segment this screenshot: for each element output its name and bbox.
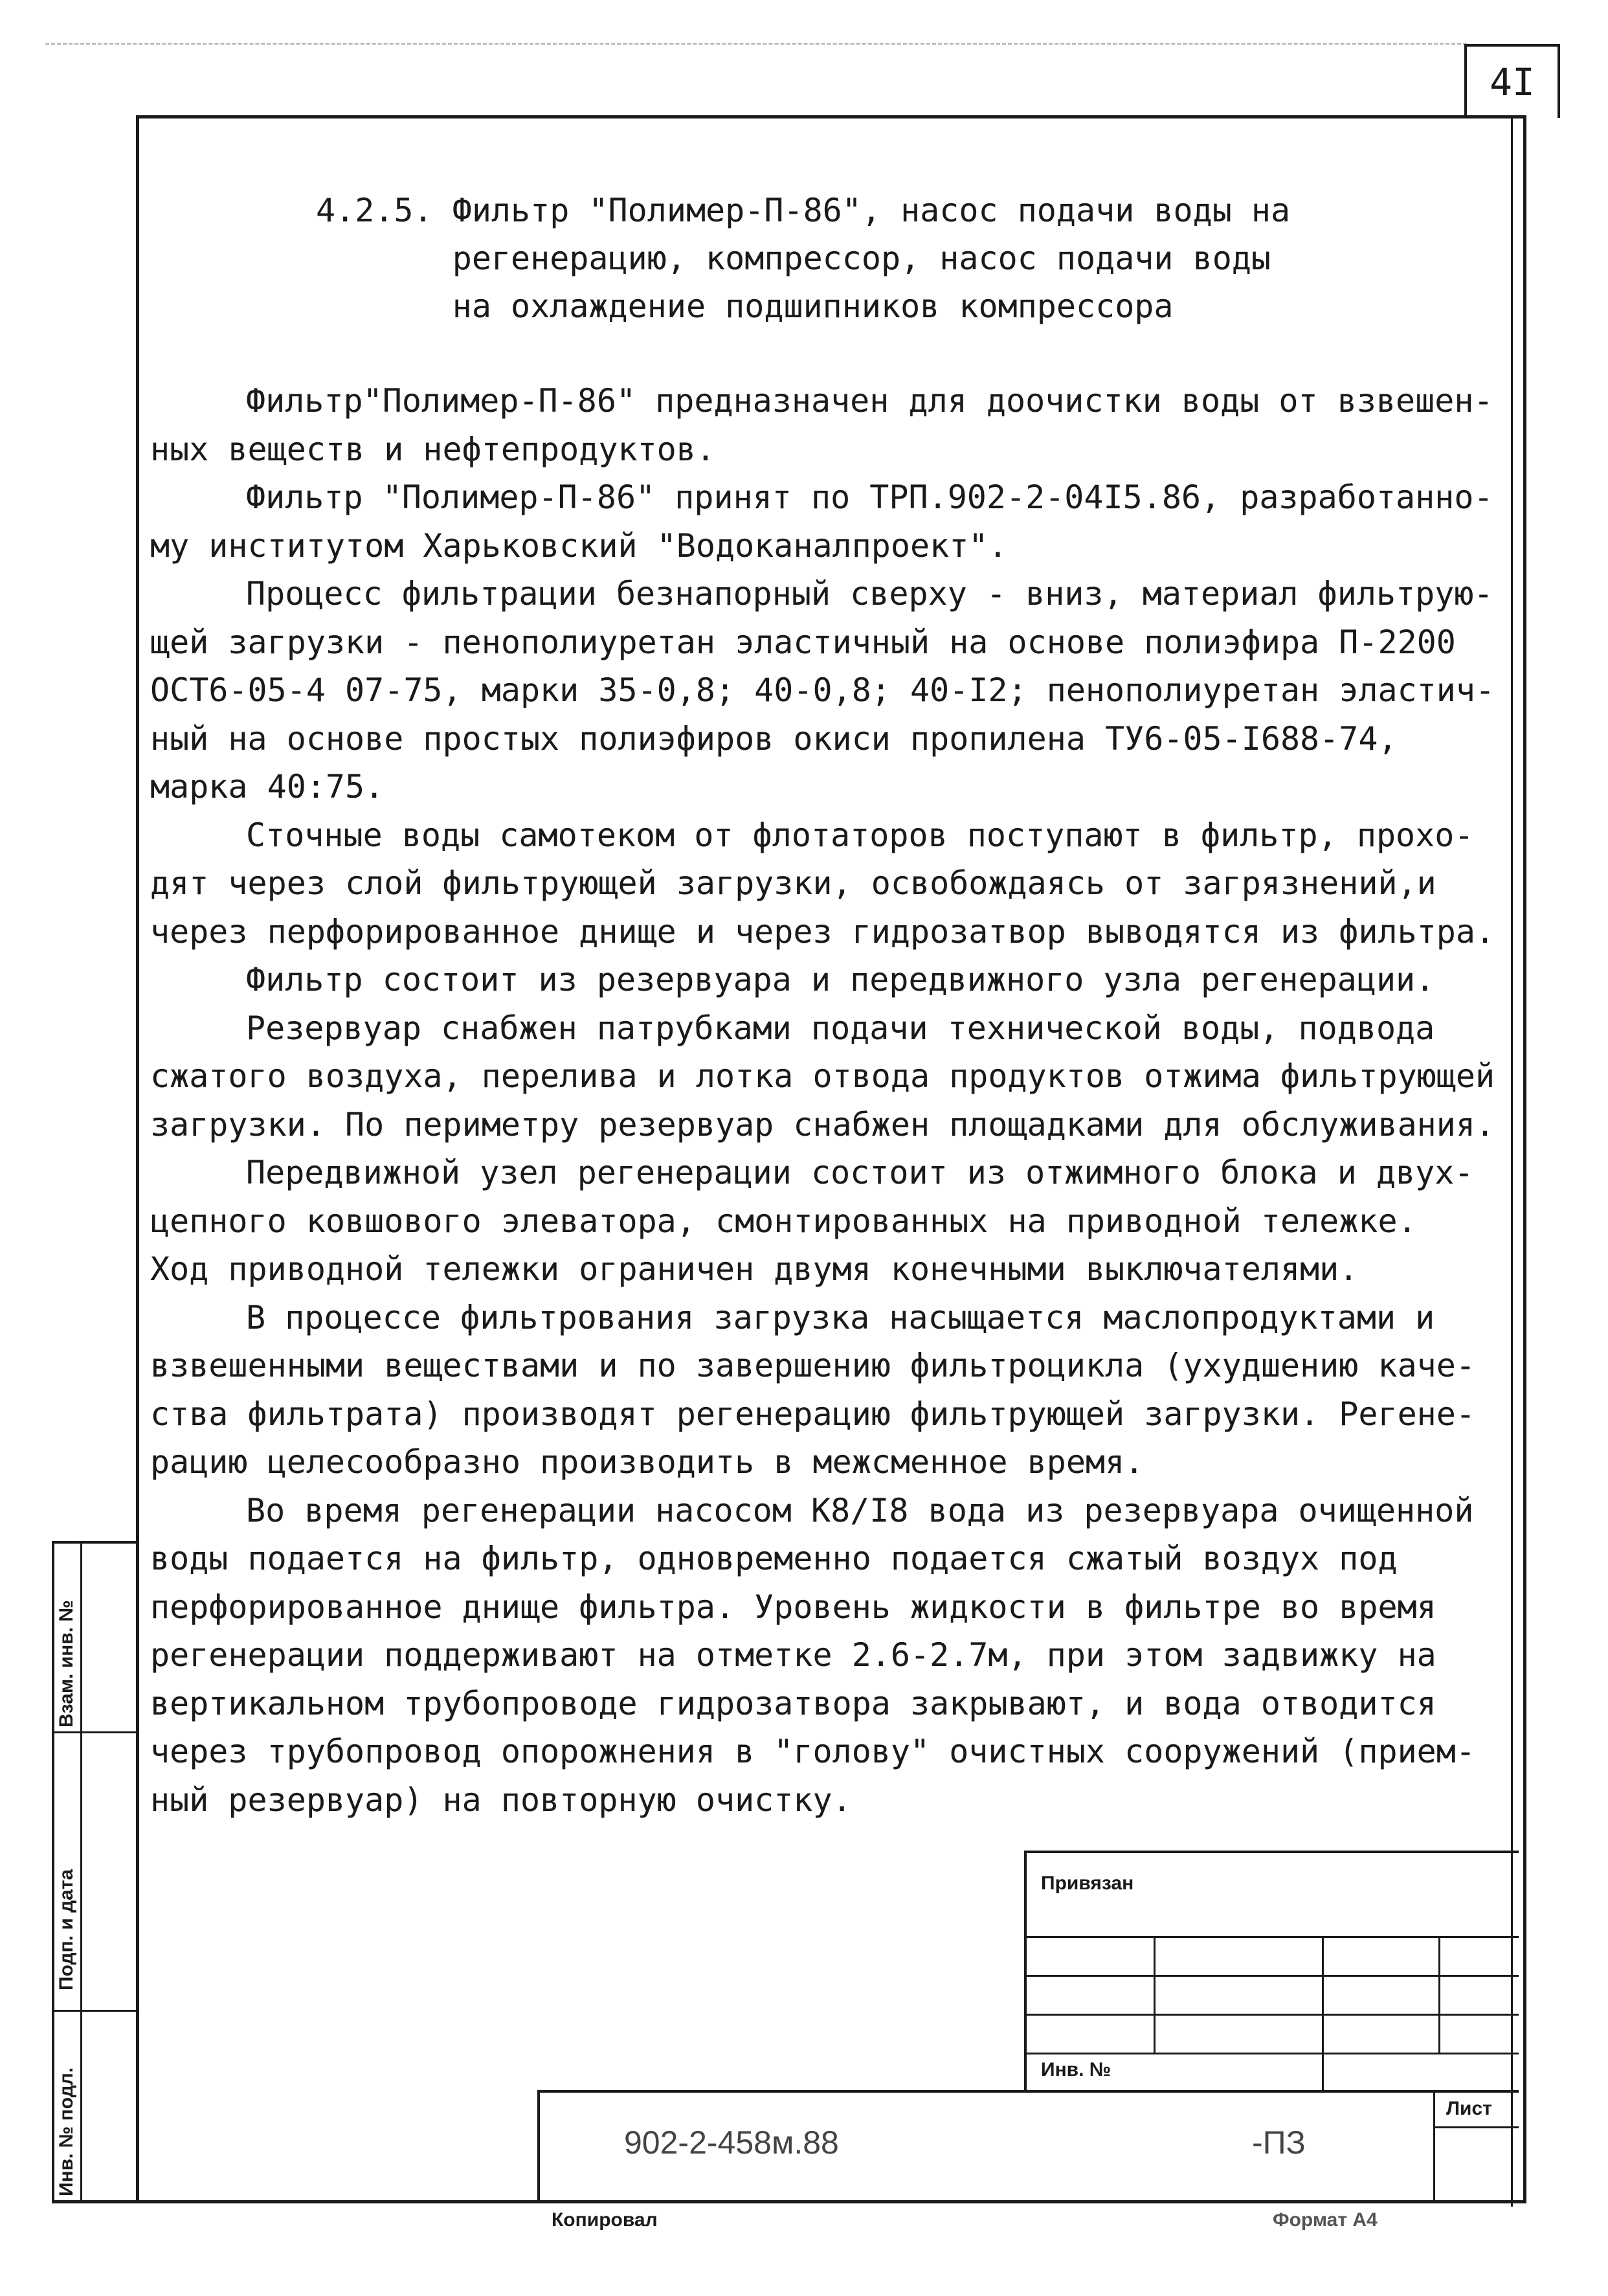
format-label: Формат А4 [1273,2209,1378,2231]
text-line: рацию целесообразно производить в межсменное время. [150,1443,1145,1481]
side-strip [52,1541,139,2203]
text-line: воды подается на фильтр, одновременно подается сжатый воздух под [150,1540,1398,1577]
text-line: регенерации поддерживают на отметке 2.6-2.7м, при этом задвижку на [150,1636,1436,1674]
text-line: В процессе фильтрования загрузка насыщается маслопродуктами и [246,1298,1435,1336]
text-line: ных веществ и нефтепродуктов. [150,430,715,468]
title-line: на охлаждение подшипников компрессора [316,287,1174,325]
text-line: дят через слой фильтрующей загрузки, освобождаясь от загрязнений,и [150,864,1436,902]
privyazan-label: Привязан [1041,1873,1134,1894]
text-line: сжатого воздуха, перелива и лотка отвода продуктов отжима фильтрующей [150,1057,1495,1095]
text-line: через трубопровод опорожнения в "голову" очистных сооружений (прием- [150,1733,1475,1770]
stamp-col-line [1322,1936,1324,2093]
text-line: через перфорированное днище и через гидрозатвор выводятся из фильтра. [150,912,1495,951]
text-line: ный на основе простых полиэфиров окиси пропилена ТУ6-05-I688-74, [150,719,1398,758]
title-line: 4.2.5. Фильтр "Полимер-П-86", насос подачи воды на [316,192,1291,229]
title-line: регенерацию, компрессор, насос подачи воды [316,240,1271,277]
stamp-col-line [1154,1936,1156,2053]
list-label: Лист [1446,2098,1492,2119]
top-dashed-line [45,43,1467,45]
side-sep [54,1731,139,1733]
text-line: Процесс фильтрации безнапорный сверху - вниз, материал фильтрую- [246,575,1493,613]
text-line: Фильтр "Полимер-П-86" принят по ТРП.902-2-04I5.86, разработанно- [246,478,1493,516]
section-code: -ПЗ [1252,2124,1306,2161]
text-line: Передвижной узел регенерации состоит из отжимного блока и двух- [246,1154,1474,1191]
text-line: ный резервуар) на повторную очистку. [150,1781,852,1819]
side-sep [54,2010,139,2012]
text-line: марка 40:75. [150,768,385,805]
list-col-line [1433,2093,1435,2200]
text-line: ОСТ6-05-4 07-75, марки 35-0,8; 40-0,8; 40-I2; пенополиуретан эластич- [150,671,1495,709]
document-code: 902-2-458м.88 [624,2124,839,2161]
stamp-row-line [1027,1936,1519,1938]
text-line: цепного ковшового элеватора, смонтированных на приводной тележке. [150,1202,1417,1240]
vzam-label: Взам. инв. № [56,1600,77,1728]
stamp-row-line [1027,1975,1519,1977]
text-line: Резервуар снабжен патрубками подачи технической воды, подвода [246,1009,1435,1047]
text-line: взвешенными веществами и по завершению фильтроцикла (ухудшению каче- [150,1347,1475,1384]
text-line: Фильтр состоит из резервуара и передвижного узла регенерации. [246,961,1435,998]
copied-label: Копировал [552,2209,658,2231]
page-number: 4I [1464,44,1560,118]
list-row-line [1433,2126,1519,2128]
text-line: ства фильтрата) производят регенерацию фильтрующей загрузки. Регене- [150,1395,1475,1433]
title-block [537,2090,1519,2203]
stamp-row-line [1027,2053,1519,2054]
stamp-block [1024,1851,1519,2093]
inv-label: Инв. № подл. [56,2067,77,2196]
text-line: Ход приводной тележки ограничен двумя конечными выключателями. [150,1250,1359,1288]
text-line: перфорированное днище фильтра. Уровень жидкости в фильтре во время [150,1588,1436,1626]
stamp-col-line [1438,1936,1440,2053]
text-line: Во время регенерации насосом К8/I8 вода из резервуара очищенной [246,1491,1474,1529]
side-strip-divider [80,1544,82,2200]
text-line: му институтом Харьковский "Водоканалпроект". [150,526,1008,565]
inv-no-label: Инв. № [1041,2059,1111,2080]
text-line: вертикальном трубопроводе гидрозатвора закрывают, и вода отводится [150,1684,1436,1722]
text-line: Сточные воды самотеком от флотаторов поступают в фильтр, прохо- [246,816,1474,854]
podp-label: Подп. и дата [56,1869,77,1990]
text-line: загрузки. По периметру резервуар снабжен площадками для обслуживания. [150,1105,1495,1143]
stamp-row-line [1027,2014,1519,2016]
text-line: щей загрузки - пенополиуретан эластичный на основе полиэфира П-2200 [150,623,1456,661]
section-title [316,186,1416,330]
body-text [150,377,1503,1824]
text-line: Фильтр"Полимер-П-86" предназначен для доочистки воды от взвешен- [246,382,1493,420]
